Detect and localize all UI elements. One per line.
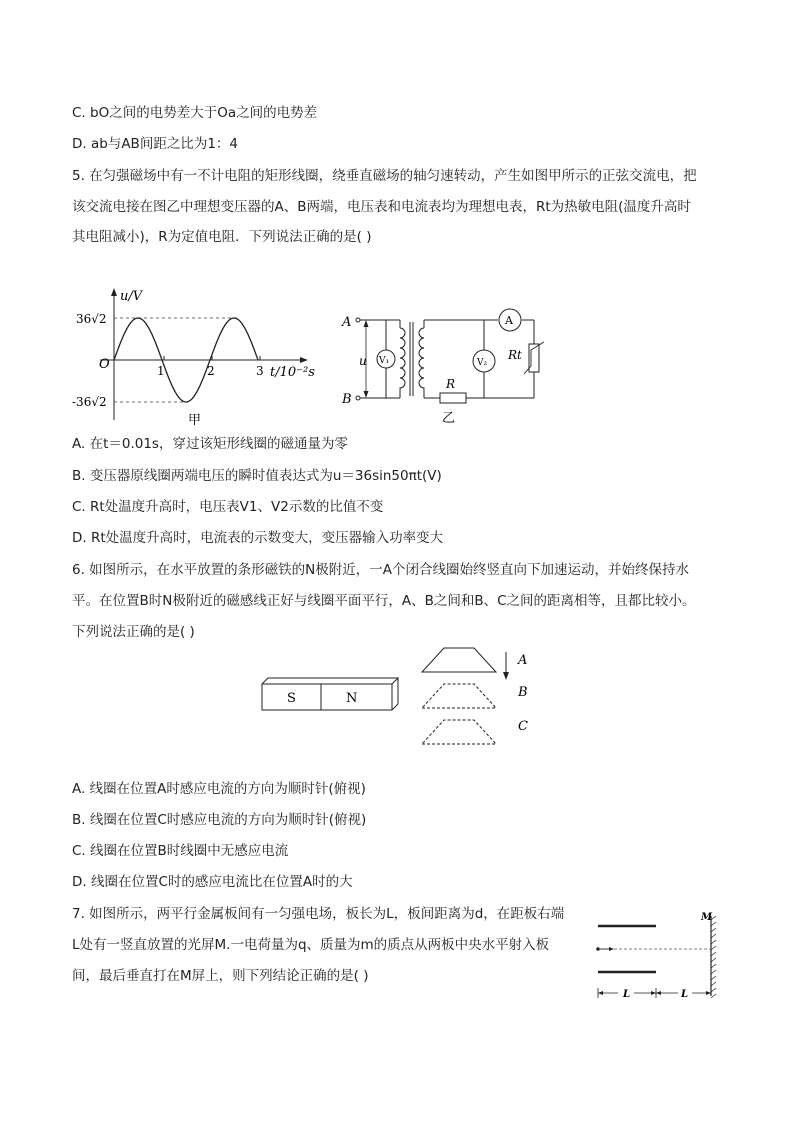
q6-option-d: D. 线圈在位置C时的感应电流比在位置A时的大: [72, 874, 353, 890]
q5-option-a: A. 在t＝0.01s，穿过该矩形线圈的磁通量为零: [72, 436, 348, 452]
tick-2-label: 2: [207, 364, 215, 378]
transformer-circuit: [338, 306, 548, 428]
q5-stem-line-1: 5. 在匀强磁场中有一不计电阻的矩形线圈，绕垂直磁场的轴匀速转动，产生如图甲所示的正弦交流电，把: [72, 168, 697, 184]
secondary-coil: [419, 328, 424, 390]
particle: [596, 947, 600, 951]
circuit-label-b: B: [342, 392, 352, 407]
q6-stem-line-1: 6. 如图所示，在水平放置的条形磁铁的N极附近，一A个闭合线圈始终竖直向下加速运动，并始终保持水: [72, 562, 690, 578]
q7-stem-line-3: 间，最后垂直打在M屏上，则下列结论正确的是( ): [72, 968, 369, 984]
q6-stem-line-3: 下列说法正确的是( ): [72, 624, 195, 640]
q6-option-b: B. 线圈在位置C时感应电流的方向为顺时针(俯视): [72, 812, 367, 828]
sine-wave-graph: [70, 282, 320, 430]
q4-option-c: C. bO之间的电势差大于Oa之间的电势差: [72, 105, 318, 121]
y-max-label: 36√2: [76, 312, 107, 326]
q6-stem-line-2: 平。在位置B时N极附近的磁感线正好与线圈平面平行，A、B之间和B、C之间的距离相等，且都比较小。: [72, 593, 696, 609]
tick-1-label: 1: [157, 364, 165, 378]
resistor-r: [440, 393, 466, 403]
v1-label: V₁: [379, 356, 390, 366]
primary-coil: [400, 328, 405, 390]
q5-option-c: C. Rt处温度升高时，电压表V1、V2示数的比值不变: [72, 499, 384, 515]
coil-position-a: [422, 648, 496, 672]
length-label-2: L: [681, 989, 689, 1000]
magnet-n-label: N: [346, 691, 358, 706]
circuit-label-a: A: [342, 315, 352, 330]
circuit-label-u: u: [359, 354, 367, 368]
y-min-label: -36√2: [72, 395, 107, 409]
circuit-caption: 乙: [442, 411, 456, 426]
screen-label: M: [701, 912, 713, 923]
parallel-plates-figure: [590, 906, 720, 1002]
q5-stem-line-2: 该交流电接在图乙中理想变压器的A、B两端，电压表和电流表均为理想电表，Rt为热敏电阻(温度升高时: [72, 199, 691, 215]
tick-3-label: 3: [256, 364, 264, 378]
x-axis-label: t/10⁻²s: [270, 365, 315, 380]
q5-stem-line-3: 其电阻减小)，R为定值电阻．下列说法正确的是( ): [72, 229, 372, 245]
magnet-s-label: S: [287, 691, 296, 706]
coil-position-b: [422, 684, 496, 708]
graph-caption: 甲: [188, 413, 202, 428]
r-label: R: [446, 377, 456, 391]
q7-stem-line-1: 7. 如图所示，两平行金属板间有一匀强电场，板长为L，板间距离为d，在距板右端: [72, 906, 565, 922]
position-c-label: C: [518, 719, 528, 734]
q7-stem-line-2: L处有一竖直放置的光屏M.一电荷量为q、质量为m的质点从两板中央水平射入板: [72, 937, 550, 953]
position-a-label: A: [518, 653, 528, 668]
v2-label: V₂: [477, 358, 488, 368]
q5-option-b: B. 变压器原线圈两端电压的瞬时值表达式为u＝36sin50πt(V): [72, 468, 442, 484]
coil-position-c: [422, 720, 496, 744]
ammeter-label: A: [505, 314, 513, 327]
q4-option-d: D. ab与AB间距之比为1：4: [72, 136, 238, 152]
position-b-label: B: [518, 685, 528, 700]
rt-label: Rt: [508, 348, 522, 362]
magnet-coil-figure: [258, 644, 548, 754]
q5-option-d: D. Rt处温度升高时，电流表的示数变大，变压器输入功率变大: [72, 530, 444, 546]
q6-option-c: C. 线圈在位置B时线圈中无感应电流: [72, 843, 289, 859]
q6-option-a: A. 线圈在位置A时感应电流的方向为顺时针(俯视): [72, 781, 366, 797]
bar-magnet: [262, 684, 392, 710]
down-arrow-icon: [503, 672, 509, 680]
y-axis-label: u/V: [120, 289, 143, 304]
origin-label: O: [99, 357, 110, 372]
length-label-1: L: [623, 989, 631, 1000]
